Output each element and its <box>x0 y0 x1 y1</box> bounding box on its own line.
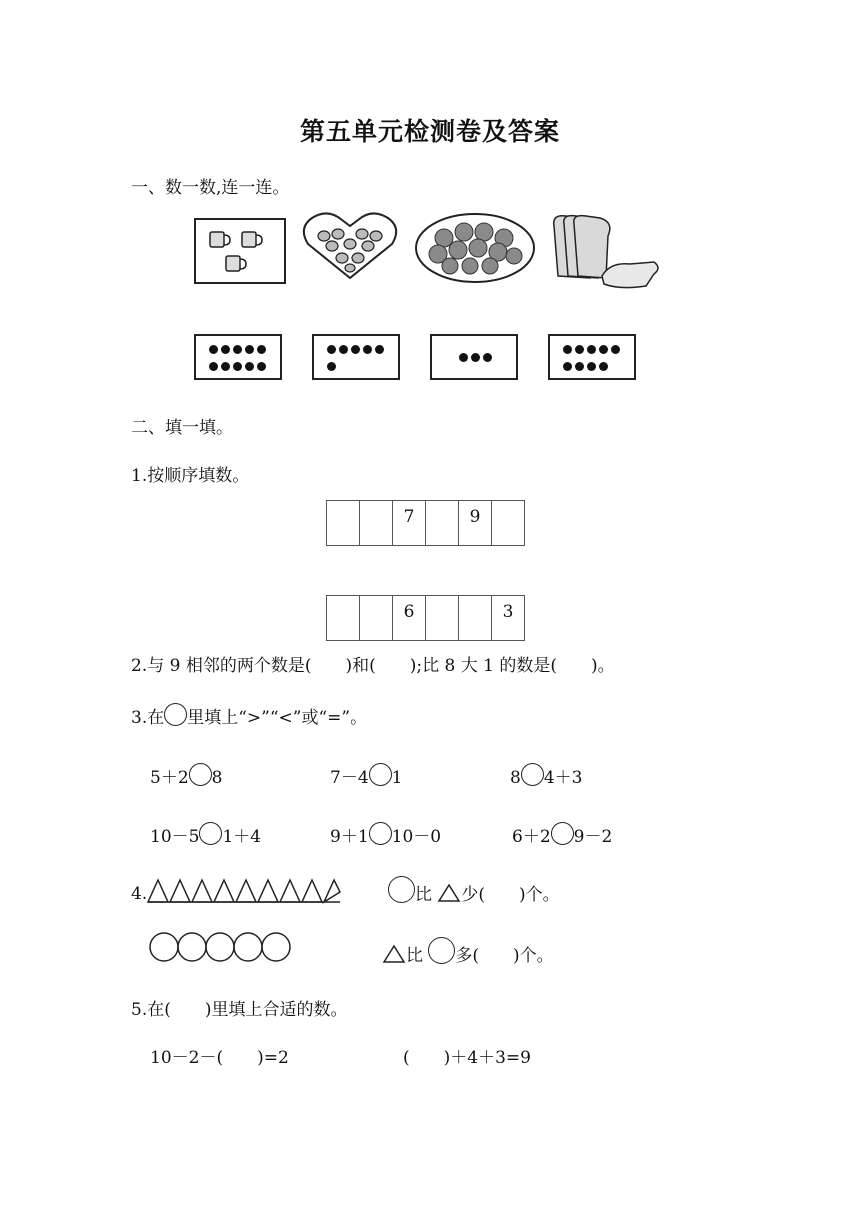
sequence-cell[interactable] <box>492 501 525 546</box>
sequence-cell: 9 <box>459 501 492 546</box>
dot-card-9 <box>548 334 636 380</box>
q4-answer-text: 少( )个。 <box>461 885 560 905</box>
triangle-icon <box>437 883 461 903</box>
sequence-cell[interactable] <box>360 501 393 546</box>
comparison-item <box>330 822 441 847</box>
comparison-item <box>150 822 261 847</box>
chocolate-box-picture <box>302 210 398 280</box>
comparison-right: 4＋3 <box>543 768 583 788</box>
bread-picture <box>550 212 662 290</box>
triangle-icon <box>382 944 406 964</box>
answer-circle[interactable] <box>551 822 574 845</box>
dot-row <box>314 362 411 371</box>
comparison-left: 9＋1 <box>330 827 369 847</box>
sequence-table-2 <box>326 595 525 641</box>
dot-card-10 <box>194 334 282 380</box>
q4-word: 比 <box>406 946 423 966</box>
sequence-table-1 <box>326 500 525 546</box>
comparison-left: 5＋2 <box>150 768 189 788</box>
answer-circle[interactable] <box>369 822 392 845</box>
sequence-cell[interactable] <box>426 501 459 546</box>
answer-circle[interactable] <box>189 763 212 786</box>
comparison-left: 10－5 <box>150 827 200 847</box>
bread-icon <box>550 212 662 290</box>
triangles-row-icon <box>146 876 342 904</box>
section1-heading: 一、数一数,连一连。 <box>131 178 290 198</box>
heart-box-icon <box>302 210 398 280</box>
q5-equation-2: ( )＋4＋3=9 <box>403 1048 531 1068</box>
dot-card-3 <box>430 334 518 380</box>
dot-card-6 <box>312 334 400 380</box>
q1-text: 1.按顺序填数。 <box>131 466 250 486</box>
sequence-cell[interactable] <box>327 596 360 641</box>
table-row <box>327 596 525 641</box>
sequence-cell: 6 <box>393 596 426 641</box>
q3-prefix: 3.在 <box>131 708 165 728</box>
apples-plate-picture <box>414 212 536 284</box>
cups-picture <box>194 218 286 284</box>
circle-icon <box>164 703 187 726</box>
sequence-cell[interactable] <box>360 596 393 641</box>
sequence-cell: 3 <box>492 596 525 641</box>
section2-heading: 二、填一填。 <box>131 418 233 438</box>
sequence-cell[interactable] <box>426 596 459 641</box>
dot-row <box>196 345 293 354</box>
q4-number: 4. <box>131 884 148 904</box>
q4-answer-text: 多( )个。 <box>455 946 554 966</box>
q4-word: 比 <box>415 885 432 905</box>
q4-line2 <box>382 937 554 966</box>
comparison-left: 6＋2 <box>512 827 551 847</box>
dot-row <box>314 345 411 354</box>
comparison-right: 9－2 <box>573 827 613 847</box>
comparison-item <box>150 763 222 788</box>
table-row <box>327 501 525 546</box>
comparison-left: 7－4 <box>330 768 369 788</box>
comparison-right: 8 <box>211 768 223 788</box>
dot-row <box>550 345 647 354</box>
comparison-right: 10－0 <box>391 827 442 847</box>
comparison-left: 8 <box>510 768 521 788</box>
answer-circle[interactable] <box>199 822 222 845</box>
dot-row <box>432 353 543 362</box>
sequence-cell[interactable] <box>459 596 492 641</box>
sequence-cell[interactable] <box>327 501 360 546</box>
q5-text: 5.在( )里填上合适的数。 <box>131 1000 348 1020</box>
answer-circle[interactable] <box>521 763 544 786</box>
comparison-right: 1＋4 <box>222 827 262 847</box>
dot-row <box>196 362 293 371</box>
comparison-item <box>330 763 402 788</box>
comparison-item <box>510 763 582 788</box>
page-title: 第五单元检测卷及答案 <box>299 117 560 146</box>
circle-icon <box>388 876 415 903</box>
dot-row <box>550 362 647 371</box>
circle-icon <box>428 937 455 964</box>
cups-icon <box>196 220 284 282</box>
q4-line1 <box>388 876 560 905</box>
q3-suffix: 里填上“>”“<”或“=”。 <box>187 708 368 728</box>
sequence-cell: 7 <box>393 501 426 546</box>
comparison-right: 1 <box>391 768 403 788</box>
circles-row-icon <box>148 931 294 963</box>
q2-text: 2.与 9 相邻的两个数是( )和( );比 8 大 1 的数是( )。 <box>131 656 615 676</box>
q5-equation-1: 10－2－( )=2 <box>150 1048 289 1068</box>
q3-instruction <box>131 703 367 728</box>
apples-icon <box>414 212 536 284</box>
answer-circle[interactable] <box>369 763 392 786</box>
comparison-item <box>512 822 612 847</box>
